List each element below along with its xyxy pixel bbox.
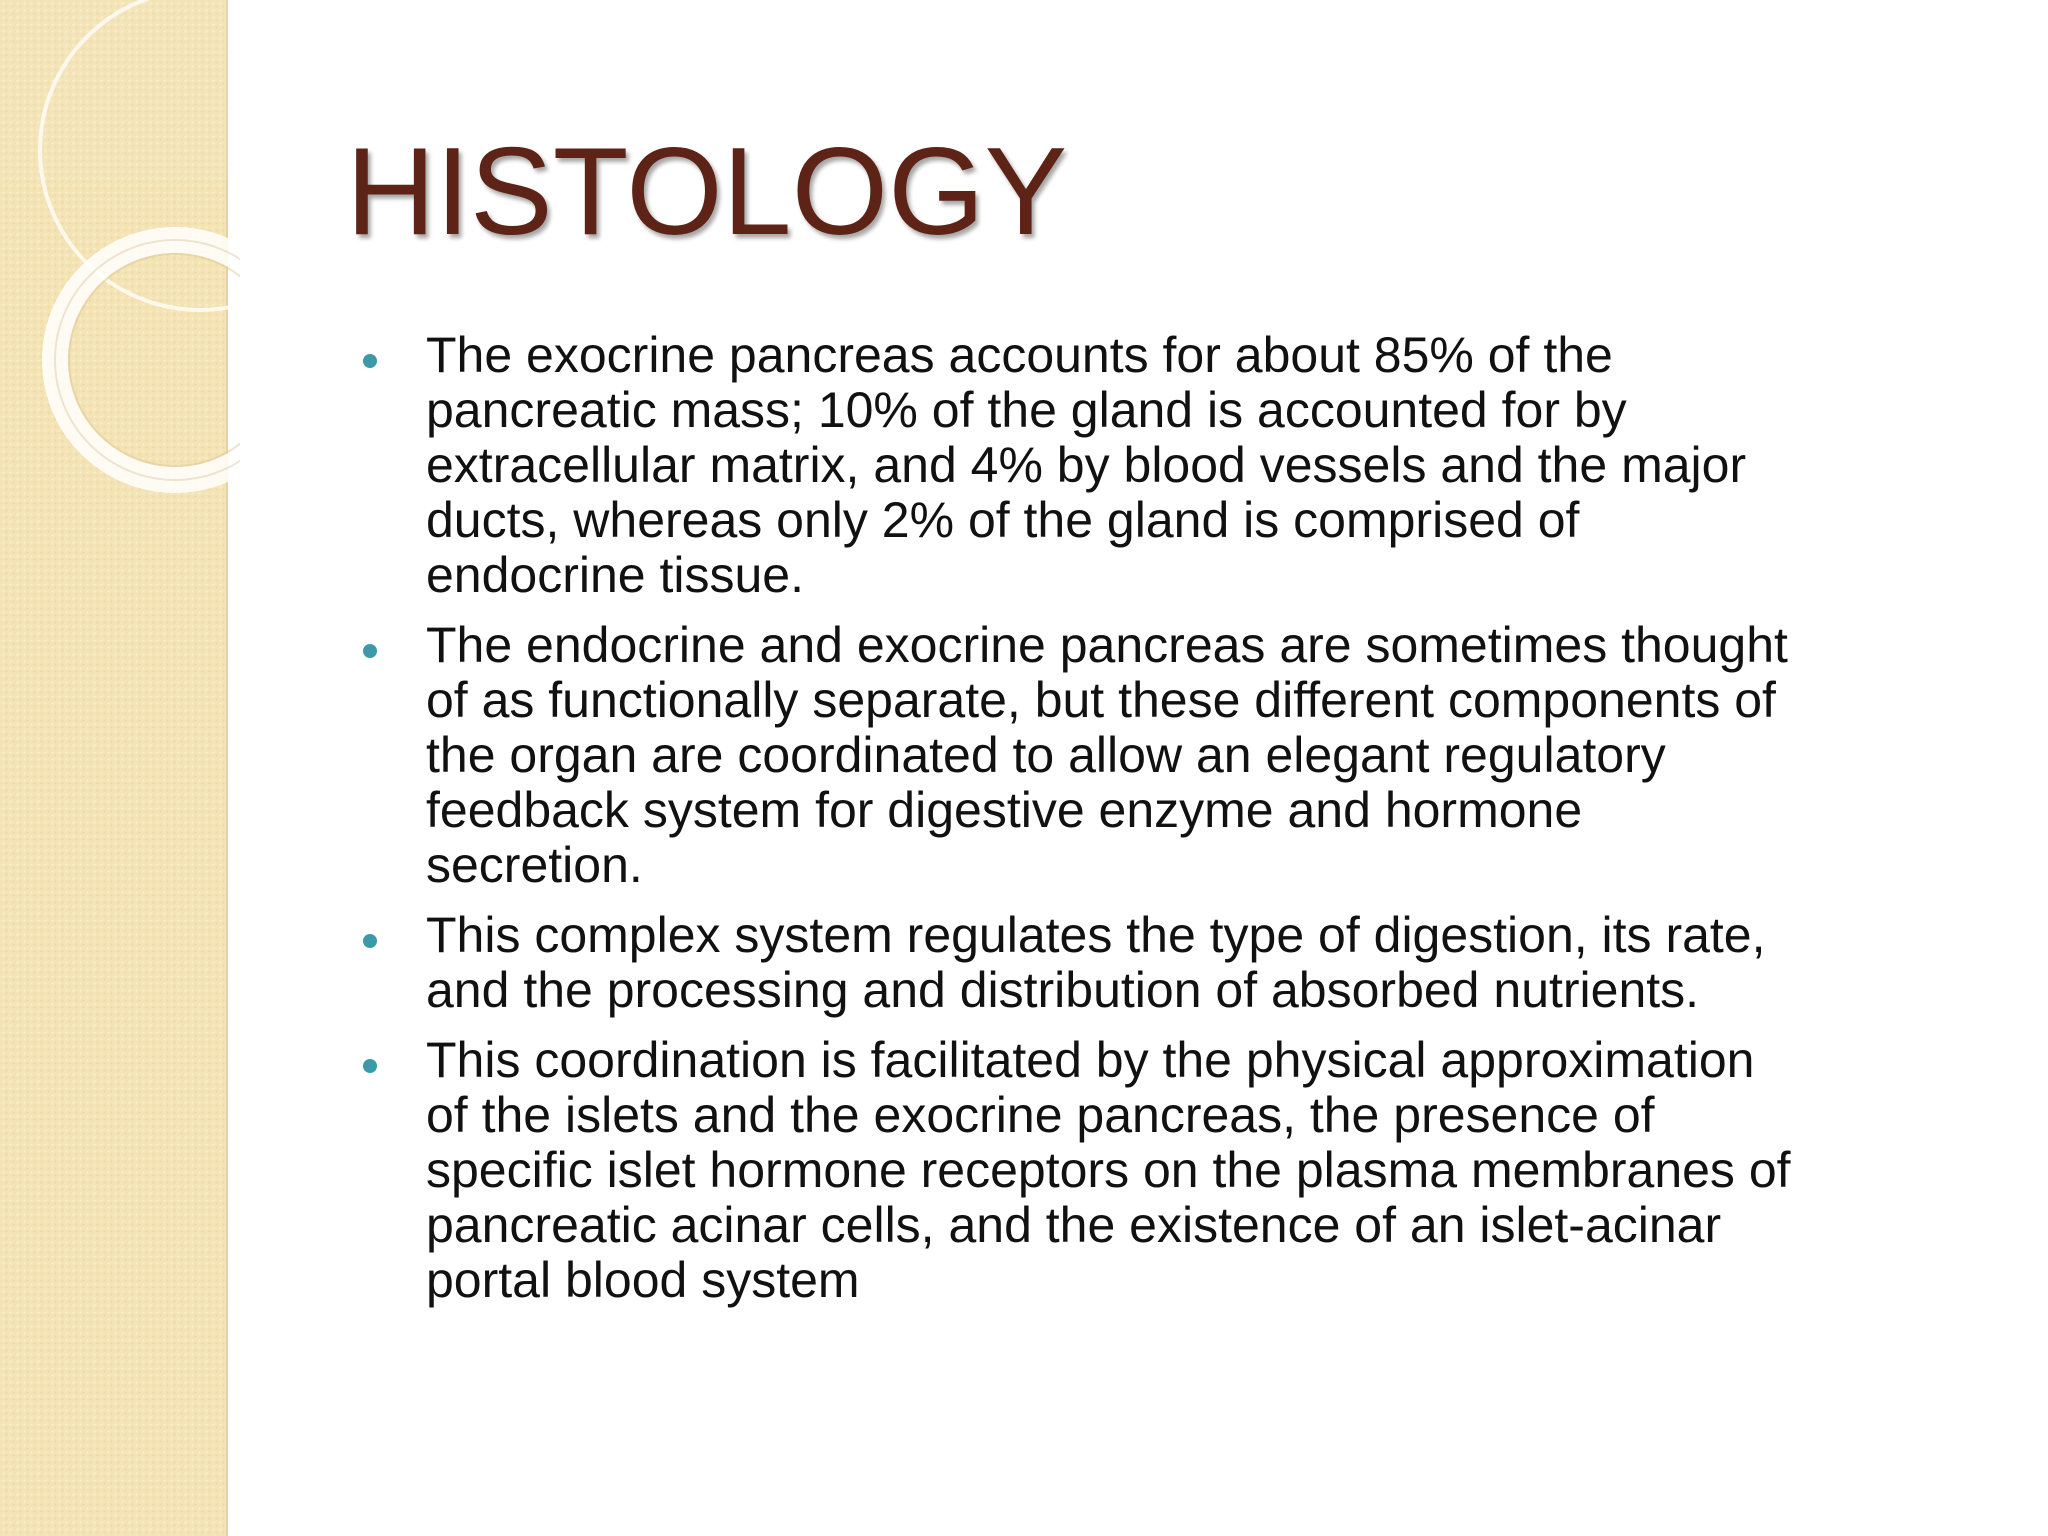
bullet-item: [356, 618, 2006, 893]
bullet-text: This coordination is facilitated by the physical approximation of the islets and the exocrine pancreas, the presence of specific islet hormone receptors on the plasma membranes of pancreatic acinar cells, and the existence of an islet-acinar portal blood system: [426, 1032, 1791, 1308]
bullet-item: [356, 328, 2006, 603]
bullet-text: The exocrine pancreas accounts for about 85% of the pancreatic mass; 10% of the gland is accounted for by extracellular matrix, and 4% by blood vessels and the major ducts, whereas only 2% of the gland is comprised of endocrine tissue.: [426, 327, 1747, 603]
bullet-dot-icon: [363, 354, 377, 368]
bullet-dot-icon: [363, 934, 377, 948]
bullet-dot-icon: [363, 1059, 377, 1073]
bullet-item: [356, 908, 2006, 1018]
bullet-list: [356, 328, 2006, 1323]
bullet-dot-icon: [363, 644, 377, 658]
bullet-text: This complex system regulates the type of digestion, its rate, and the processing and distribution of absorbed nutrients.: [426, 907, 1766, 1018]
slide-title: HISTOLOGY: [346, 123, 1068, 261]
bullet-item: [356, 1033, 2006, 1308]
bullet-text: The endocrine and exocrine pancreas are sometimes thought of as functionally separate, but these different components of the organ are coordinated to allow an elegant regulatory feedback system for digestive enzyme and hormone secretion.: [426, 617, 1788, 893]
decorative-rings-graphic: [0, 0, 240, 520]
